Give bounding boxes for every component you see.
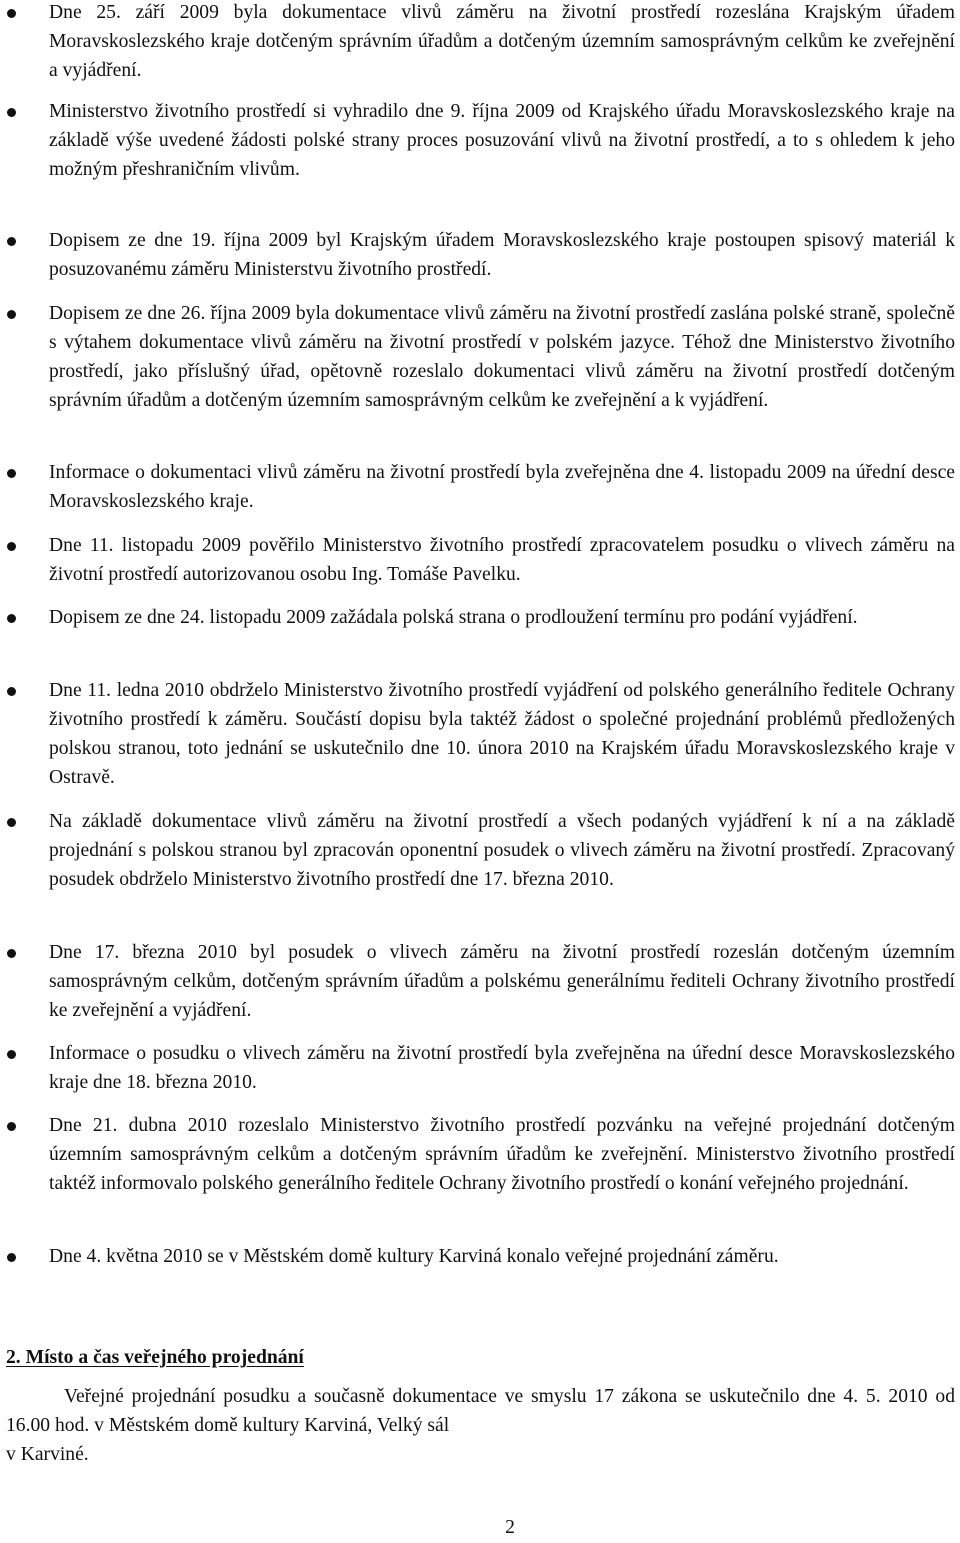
bullet-icon [7, 310, 16, 319]
bullet-icon [7, 1253, 16, 1262]
list-item [49, 227, 955, 285]
bullet-icon [7, 614, 16, 623]
list-item [49, 300, 955, 416]
list-item-text: Dne 21. dubna 2010 rozeslalo Ministerstvo životního prostředí pozvánku na veřejné projednání dotčeným územním samosprávným celkům a dotčeným správním úřadům ke zveřejnění. Ministerstvo životního prostředí taktéž informovalo polského generálního ředitele Ochrany životního prostředí o konání veřejného projednání. [49, 1115, 955, 1194]
bullet-icon [7, 237, 16, 246]
list-item [49, 808, 955, 895]
bullet-icon [7, 687, 16, 696]
bullet-icon [7, 1050, 16, 1059]
list-item-text: Dopisem ze dne 26. října 2009 byla dokumentace vlivů záměru na životní prostředí zaslána polské straně, společně s výtahem dokumentace vlivů záměru na životní prostředí v polském jazyce. Téhož dne Ministerstvo životního prostředí, jako příslušný úřad, opětovně rozeslalo dokumentaci vlivů záměru na životní prostředí dotčeným správním úřadům a dotčeným územním samosprávným celkům ke zveřejnění a k vyjádření. [49, 303, 955, 411]
section-heading: 2. Místo a čas veřejného projednání [6, 1347, 304, 1368]
list-item [49, 532, 955, 590]
list-item-text: Dne 17. března 2010 byl posudek o vlivech záměru na životní prostředí rozeslán dotčeným územním samosprávným celkům, dotčeným správním úřadům a polskému generálnímu řediteli Ochrany životního prostředí ke zveřejnění a vyjádření. [49, 942, 955, 1021]
list-item [49, 939, 955, 1026]
list-item [49, 1243, 955, 1272]
list-item-text: Dne 4. května 2010 se v Městském domě kultury Karviná konalo veřejné projednání záměru. [49, 1246, 779, 1267]
list-item-text: Dne 25. září 2009 byla dokumentace vlivů záměru na životní prostředí rozeslána Krajským úřadem Moravskoslezského kraje dotčeným správním úřadům a dotčeným územním samosprávným celkům ke zveřejnění a vyjádření. [49, 2, 955, 81]
bullet-icon [7, 9, 16, 18]
list-item-text: Na základě dokumentace vlivů záměru na životní prostředí a všech podaných vyjádření k ní a na základě projednání s polskou stranou byl zpracován oponentní posudek o vlivech záměru na životní prostředí. Zpracovaný posudek obdrželo Ministerstvo životního prostředí dne 17. března 2010. [49, 811, 955, 890]
bullet-icon [7, 542, 16, 551]
list-item [49, 677, 955, 793]
bullet-icon [7, 818, 16, 827]
list-item [49, 98, 955, 185]
list-item [49, 0, 955, 86]
paragraph-text-end: v Karviné. [6, 1443, 89, 1465]
bullet-icon [7, 469, 16, 478]
list-item-text: Informace o dokumentaci vlivů záměru na životní prostředí byla zveřejněna dne 4. listopadu 2009 na úřední desce Moravskoslezského kraje. [49, 462, 955, 512]
paragraph-text: Veřejné projednání posudku a současně dokumentace ve smyslu 17 zákona se uskutečnilo dne 4. 5. 2010 od 16.00 hod. v Městském domě kultury Karviná, Velký sál [6, 1386, 955, 1436]
bullet-icon [7, 949, 16, 958]
list-item-text: Dne 11. ledna 2010 obdrželo Ministerstvo životního prostředí vyjádření od polského generálního ředitele Ochrany životního prostředí k záměru. Součástí dopisu byla taktéž žádost o společné projednání problémů předložených polskou stranou, toto jednání se uskutečnilo dne 10. února 2010 na Krajském úřadu Moravskoslezského kraje v Ostravě. [49, 680, 955, 788]
section-paragraph [6, 1383, 955, 1470]
bullet-icon [7, 1122, 16, 1131]
bullet-icon [7, 108, 16, 117]
list-item-text: Informace o posudku o vlivech záměru na životní prostředí byla zveřejněna na úřední desce Moravskoslezského kraje dne 18. března 2010. [49, 1043, 955, 1093]
list-item [49, 459, 955, 517]
list-item-text: Ministerstvo životního prostředí si vyhradilo dne 9. října 2009 od Krajského úřadu Moravskoslezského kraje na základě výše uvedené žádosti polské strany proces posuzování vlivů na životní prostředí, a to s ohledem k jeho možným přeshraničním vlivům. [49, 101, 955, 180]
list-item-text: Dopisem ze dne 19. října 2009 byl Krajským úřadem Moravskoslezského kraje postoupen spisový materiál k posuzovanému záměru Ministerstvu životního prostředí. [49, 230, 955, 280]
list-item-text: Dopisem ze dne 24. listopadu 2009 zažádala polská strana o prodloužení termínu pro podání vyjádření. [49, 607, 858, 628]
list-item [49, 1040, 955, 1098]
list-item [49, 604, 955, 633]
list-item-text: Dne 11. listopadu 2009 pověřilo Ministerstvo životního prostředí zpracovatelem posudku o vlivech záměru na životní prostředí autorizovanou osobu Ing. Tomáše Pavelku. [49, 535, 955, 585]
page-number: 2 [505, 1517, 515, 1538]
list-item [49, 1112, 955, 1199]
